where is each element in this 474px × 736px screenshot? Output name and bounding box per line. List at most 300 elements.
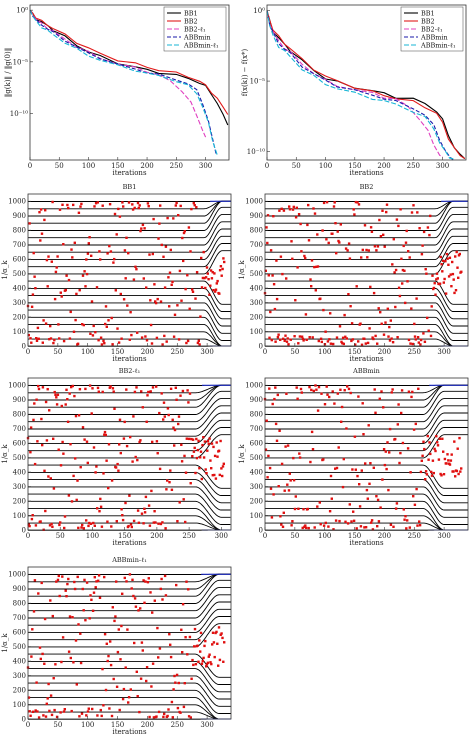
data-point: [168, 305, 170, 307]
data-point: [136, 671, 138, 673]
y-tick-label: 400: [12, 657, 26, 666]
data-point: [186, 389, 188, 391]
data-point: [398, 287, 400, 289]
data-point: [150, 390, 152, 392]
data-point: [368, 424, 370, 426]
data-point: [427, 435, 429, 437]
data-point: [283, 512, 285, 514]
data-point: [401, 282, 403, 284]
data-point: [330, 475, 332, 477]
data-point: [107, 655, 109, 657]
data-point: [356, 285, 358, 287]
data-point: [409, 342, 411, 344]
legend-entry: BB2: [421, 17, 435, 26]
data-point: [67, 207, 69, 209]
data-point: [342, 486, 344, 488]
data-point: [442, 451, 444, 453]
data-point: [92, 522, 94, 524]
data-point: [118, 341, 120, 343]
data-point: [378, 520, 380, 522]
data-point: [312, 448, 314, 450]
data-point: [271, 274, 273, 276]
data-point: [87, 525, 89, 527]
legend-entry: ABBmin: [421, 33, 448, 42]
eigenvalue-curve: [28, 222, 231, 245]
data-point: [388, 451, 390, 453]
data-point: [116, 233, 118, 235]
data-point: [353, 213, 355, 215]
eigenvalue-curve: [28, 494, 230, 517]
data-point: [171, 701, 173, 703]
data-point: [111, 317, 113, 319]
x-tick-label: 150: [348, 162, 362, 170]
data-point: [68, 494, 70, 496]
data-point: [407, 447, 409, 449]
data-point: [318, 340, 320, 342]
data-point: [133, 278, 135, 280]
data-point: [43, 470, 45, 472]
data-point: [124, 249, 126, 251]
data-point: [181, 460, 183, 462]
data-point: [410, 396, 412, 398]
data-point: [390, 337, 392, 339]
data-point: [126, 445, 128, 447]
data-point: [110, 250, 112, 252]
data-point: [177, 423, 179, 425]
data-point: [122, 205, 124, 207]
data-point: [314, 526, 316, 528]
data-point: [102, 205, 104, 207]
data-point: [276, 298, 278, 300]
data-point: [48, 409, 50, 411]
data-point: [153, 283, 155, 285]
data-point: [216, 280, 218, 282]
x-tick-label: 100: [81, 348, 95, 356]
x-tick-label: 100: [85, 532, 100, 540]
data-point: [47, 388, 49, 390]
data-point: [33, 610, 35, 612]
data-point: [53, 339, 55, 341]
data-point: [278, 485, 280, 487]
data-point: [192, 664, 194, 666]
data-point: [149, 525, 151, 527]
data-point: [147, 202, 149, 204]
data-point: [205, 472, 207, 474]
data-point: [336, 336, 338, 338]
data-point: [78, 414, 80, 416]
y-tick-label: 400: [12, 468, 26, 477]
y-tick-label: 600: [12, 628, 26, 637]
data-point: [134, 266, 136, 268]
data-point: [331, 498, 333, 500]
data-point: [178, 682, 180, 684]
data-point: [88, 236, 90, 238]
y-axis-label: 1/α_k: [1, 633, 9, 653]
data-point: [171, 489, 173, 491]
data-point: [73, 581, 75, 583]
data-point: [93, 205, 95, 207]
data-point: [314, 384, 316, 386]
data-point: [385, 468, 387, 470]
data-point: [168, 414, 170, 416]
data-point: [220, 265, 222, 267]
data-point: [442, 260, 444, 262]
data-point: [86, 581, 88, 583]
data-point: [311, 431, 313, 433]
data-point: [185, 472, 187, 474]
data-point: [306, 224, 308, 226]
y-tick-label: 10⁻¹⁰: [246, 148, 265, 157]
data-point: [330, 343, 332, 345]
data-point: [183, 706, 185, 708]
y-tick-label: 200: [12, 313, 26, 322]
x-tick-label: 200: [377, 532, 392, 540]
data-point: [75, 293, 77, 295]
data-point: [93, 592, 95, 594]
data-point: [135, 456, 137, 458]
data-point: [194, 472, 196, 474]
data-point: [132, 415, 134, 417]
data-point: [358, 203, 360, 205]
data-point: [322, 309, 324, 311]
data-point: [413, 323, 415, 325]
data-point: [71, 710, 73, 712]
data-point: [120, 452, 122, 454]
data-point: [296, 207, 298, 209]
eigenvalue-curve: [28, 690, 231, 713]
data-point: [290, 524, 292, 526]
data-point: [36, 710, 38, 712]
data-point: [376, 343, 378, 345]
data-point: [177, 214, 179, 216]
data-point: [29, 337, 31, 339]
data-point: [212, 446, 214, 448]
data-point: [359, 505, 361, 507]
x-tick-label: 250: [406, 162, 421, 170]
data-point: [52, 342, 54, 344]
data-point: [146, 394, 148, 396]
data-point: [220, 632, 222, 634]
data-point: [193, 645, 195, 647]
data-point: [379, 311, 381, 313]
legend-entry: ABBmin-ℓ₁: [421, 41, 456, 50]
data-point: [203, 456, 205, 458]
data-point: [157, 523, 159, 525]
data-point: [159, 468, 161, 470]
data-point: [344, 521, 346, 523]
data-point: [72, 661, 74, 663]
data-point: [101, 668, 103, 670]
data-point: [42, 714, 44, 716]
data-point: [35, 524, 37, 526]
data-point: [265, 226, 267, 228]
data-point: [138, 711, 140, 713]
chart-function-value: [237, 0, 474, 177]
y-tick-label: 500: [12, 270, 26, 279]
data-point: [145, 286, 147, 288]
data-point: [285, 277, 287, 279]
y-axis-label: 1/α_k: [1, 444, 9, 464]
data-point: [218, 450, 220, 452]
data-point: [61, 441, 63, 443]
data-point: [107, 660, 109, 662]
data-point: [292, 457, 294, 459]
y-tick-label: 900: [12, 585, 26, 594]
data-point: [418, 520, 420, 522]
data-point: [219, 440, 221, 442]
data-point: [71, 616, 73, 618]
data-point: [65, 289, 67, 291]
panel-bb1: [0, 178, 237, 363]
data-point: [203, 251, 205, 253]
y-tick-label: 800: [249, 226, 263, 235]
data-point: [367, 342, 369, 344]
data-point: [312, 207, 314, 209]
data-point: [355, 469, 357, 471]
data-point: [99, 258, 101, 260]
data-point: [457, 277, 459, 279]
x-tick-label: 250: [407, 532, 421, 540]
data-point: [431, 305, 433, 307]
data-point: [35, 681, 37, 683]
x-tick-label: 0: [262, 532, 268, 540]
eigenvalue-curve: [28, 413, 230, 436]
data-point: [39, 646, 41, 648]
data-point: [420, 471, 422, 473]
data-point: [137, 202, 139, 204]
data-point: [392, 341, 394, 343]
data-point: [364, 224, 366, 226]
data-point: [192, 291, 194, 293]
data-point: [336, 467, 338, 469]
x-tick-label: 50: [55, 532, 65, 540]
eigenvalue-curve: [28, 288, 231, 311]
data-point: [175, 584, 177, 586]
data-point: [120, 508, 122, 510]
data-point: [324, 403, 326, 405]
data-point: [128, 201, 130, 203]
eigenvalue-curve: [265, 303, 468, 326]
eigenvalue-curve: [28, 683, 231, 706]
data-point: [30, 342, 32, 344]
x-axis-label: iterations: [112, 355, 147, 363]
data-point: [108, 707, 110, 709]
data-point: [456, 251, 458, 253]
data-point: [327, 340, 329, 342]
data-point: [219, 659, 221, 661]
data-point: [354, 436, 356, 438]
panel-bb2-l1: [0, 362, 237, 547]
data-point: [153, 510, 155, 512]
data-point: [296, 398, 298, 400]
data-point: [172, 688, 174, 690]
data-point: [102, 472, 104, 474]
data-point: [129, 436, 131, 438]
data-point: [272, 215, 274, 217]
data-point: [125, 237, 127, 239]
data-point: [166, 479, 168, 481]
data-point: [65, 275, 67, 277]
data-point: [455, 289, 457, 291]
data-point: [373, 292, 375, 294]
data-point: [373, 467, 375, 469]
data-point: [349, 257, 351, 259]
data-point: [459, 253, 461, 255]
data-point: [174, 429, 176, 431]
data-point: [439, 283, 441, 285]
data-point: [326, 394, 328, 396]
data-point: [374, 412, 376, 414]
data-point: [293, 479, 295, 481]
data-point: [294, 299, 296, 301]
data-point: [274, 386, 276, 388]
data-point: [309, 336, 311, 338]
data-point: [201, 286, 203, 288]
data-point: [38, 338, 40, 340]
data-point: [182, 390, 184, 392]
data-point: [168, 481, 170, 483]
data-point: [98, 510, 100, 512]
data-point: [79, 289, 81, 291]
data-point: [120, 338, 122, 340]
data-point: [281, 273, 283, 275]
data-point: [142, 224, 144, 226]
data-point: [84, 619, 86, 621]
data-point: [383, 334, 385, 336]
data-point: [47, 285, 49, 287]
data-point: [152, 663, 154, 665]
data-point: [409, 471, 411, 473]
data-point: [112, 606, 114, 608]
eigenvalue-curve: [28, 303, 231, 326]
data-point: [309, 278, 311, 280]
data-point: [93, 446, 95, 448]
x-axis-label: iterations: [112, 539, 147, 547]
data-point: [119, 709, 121, 711]
data-point: [176, 674, 178, 676]
data-point: [172, 419, 174, 421]
data-point: [88, 708, 90, 710]
data-point: [219, 474, 221, 476]
data-point: [433, 448, 435, 450]
y-tick-label: 10⁰: [16, 6, 28, 15]
data-point: [155, 715, 157, 717]
data-point: [208, 437, 210, 439]
data-point: [125, 666, 127, 668]
data-point: [120, 625, 122, 627]
x-tick-label: 0: [25, 721, 31, 729]
data-point: [427, 459, 429, 461]
data-point: [78, 212, 80, 214]
data-point: [193, 202, 195, 204]
data-point: [375, 495, 377, 497]
legend-entry: ABBmin: [184, 33, 211, 42]
data-point: [147, 581, 149, 583]
data-point: [429, 453, 431, 455]
data-point: [84, 285, 86, 287]
data-point: [28, 525, 30, 527]
data-point: [218, 626, 220, 628]
data-point: [290, 240, 292, 242]
data-point: [152, 253, 154, 255]
data-point: [83, 609, 85, 611]
data-point: [214, 656, 216, 658]
data-point: [182, 260, 184, 262]
data-point: [42, 342, 44, 344]
data-point: [133, 642, 135, 644]
data-point: [390, 524, 392, 526]
data-point: [197, 440, 199, 442]
data-point: [104, 323, 106, 325]
data-point: [397, 423, 399, 425]
data-point: [210, 663, 212, 665]
data-point: [56, 403, 58, 405]
data-point: [333, 205, 335, 207]
data-point: [171, 284, 173, 286]
data-point: [113, 678, 115, 680]
data-point: [141, 513, 143, 515]
data-point: [202, 657, 204, 659]
data-point: [167, 276, 169, 278]
data-point: [457, 448, 459, 450]
data-point: [385, 211, 387, 213]
y-tick-label: 1000: [245, 381, 263, 390]
data-point: [44, 510, 46, 512]
data-point: [216, 282, 218, 284]
data-point: [280, 523, 282, 525]
data-point: [126, 304, 128, 306]
data-point: [129, 311, 131, 313]
eigenvalue-curve: [265, 229, 468, 252]
data-point: [60, 292, 62, 294]
data-point: [207, 440, 209, 442]
data-point: [170, 249, 172, 251]
data-point: [379, 398, 381, 400]
data-point: [145, 496, 147, 498]
data-point: [297, 508, 299, 510]
data-point: [417, 388, 419, 390]
data-point: [293, 206, 295, 208]
data-point: [63, 710, 65, 712]
data-point: [391, 263, 393, 265]
data-point: [123, 298, 125, 300]
eigenvalue-curve: [28, 487, 230, 510]
data-point: [96, 286, 98, 288]
data-point: [384, 246, 386, 248]
data-point: [72, 475, 74, 477]
data-point: [161, 343, 163, 345]
data-point: [315, 289, 317, 291]
data-point: [124, 502, 126, 504]
data-point: [269, 467, 271, 469]
data-point: [417, 336, 419, 338]
data-point: [43, 219, 45, 221]
data-point: [103, 342, 105, 344]
data-point: [61, 405, 63, 407]
data-point: [361, 469, 363, 471]
data-point: [116, 686, 118, 688]
x-tick-label: 0: [264, 162, 270, 170]
data-point: [175, 202, 177, 204]
data-point: [367, 498, 369, 500]
x-tick-label: 100: [318, 348, 332, 356]
data-point: [281, 463, 283, 465]
data-point: [453, 440, 455, 442]
data-point: [387, 335, 389, 337]
eigenvalue-curve: [28, 428, 230, 451]
data-point: [162, 256, 164, 258]
data-point: [58, 337, 60, 339]
